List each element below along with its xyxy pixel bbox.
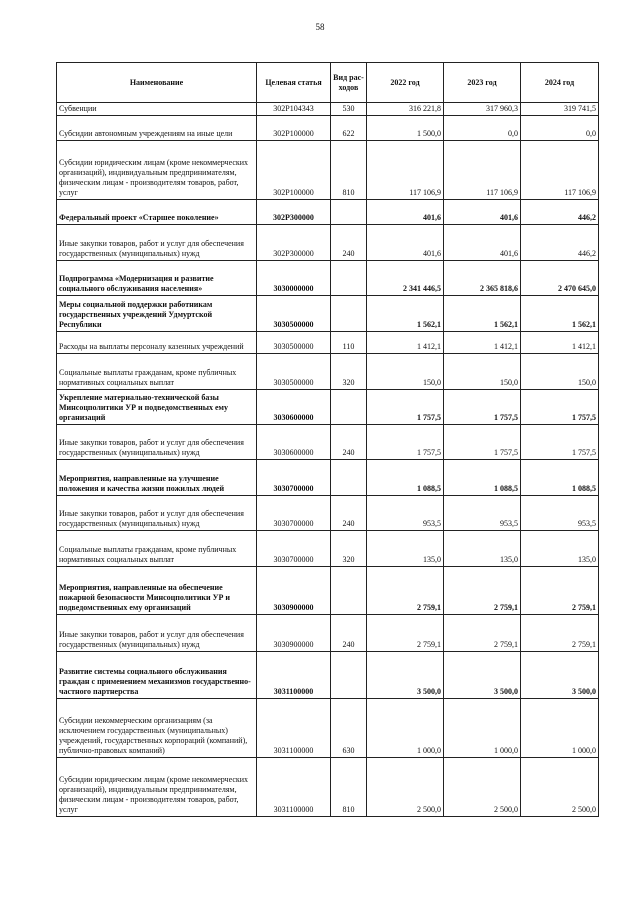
cell-y2023: 0,0 [444, 116, 521, 141]
cell-y2023: 401,6 [444, 225, 521, 261]
cell-y2024: 2 500,0 [521, 758, 599, 817]
cell-code: 3030500000 [257, 296, 331, 332]
cell-name: Субвенции [57, 103, 257, 116]
cell-type [331, 390, 367, 425]
cell-name: Укрепление материально-технической базы Минсоцполитики УР и подведомственных ему организаций [57, 390, 257, 425]
table-row [57, 296, 599, 332]
cell-name: Подпрограмма «Модернизация и развитие социального обслуживания населения» [57, 261, 257, 296]
cell-code: 3030500000 [257, 354, 331, 390]
cell-y2024: 2 759,1 [521, 615, 599, 652]
cell-y2022: 3 500,0 [367, 652, 444, 699]
cell-type: 530 [331, 103, 367, 116]
cell-y2024: 1 562,1 [521, 296, 599, 332]
table-row [57, 390, 599, 425]
cell-code: 3030600000 [257, 390, 331, 425]
cell-y2022: 150,0 [367, 354, 444, 390]
cell-type: 240 [331, 225, 367, 261]
cell-code: 3031100000 [257, 758, 331, 817]
cell-y2024: 117 106,9 [521, 141, 599, 200]
cell-type: 630 [331, 699, 367, 758]
cell-type: 110 [331, 332, 367, 354]
cell-code: 3030700000 [257, 531, 331, 567]
header-name: Наименование [57, 63, 257, 103]
table-row [57, 496, 599, 531]
cell-y2024: 446,2 [521, 225, 599, 261]
table-row [57, 103, 599, 116]
table-row [57, 261, 599, 296]
header-2024: 2024 год [521, 63, 599, 103]
cell-y2022: 117 106,9 [367, 141, 444, 200]
cell-name: Меры социальной поддержки работникам государственных учреждений Удмуртской Республики [57, 296, 257, 332]
header-2023: 2023 год [444, 63, 521, 103]
cell-y2023: 1 088,5 [444, 460, 521, 496]
cell-name: Субсидии юридическим лицам (кроме некоммерческих организаций), индивидуальным предпринимателям, физическим лицам - производителям товаров, работ, услуг [57, 758, 257, 817]
cell-name: Иные закупки товаров, работ и услуг для обеспечения государственных (муниципальных) нужд [57, 496, 257, 531]
cell-y2023: 1 757,5 [444, 390, 521, 425]
cell-y2022: 1 412,1 [367, 332, 444, 354]
cell-y2023: 2 759,1 [444, 615, 521, 652]
cell-type [331, 567, 367, 615]
cell-type: 320 [331, 354, 367, 390]
header-code: Целевая статья [257, 63, 331, 103]
cell-y2023: 117 106,9 [444, 141, 521, 200]
cell-y2023: 1 000,0 [444, 699, 521, 758]
cell-name: Иные закупки товаров, работ и услуг для обеспечения государственных (муниципальных) нужд [57, 425, 257, 460]
table-row [57, 699, 599, 758]
cell-y2022: 1 562,1 [367, 296, 444, 332]
table-row [57, 332, 599, 354]
cell-y2022: 2 759,1 [367, 567, 444, 615]
cell-type [331, 652, 367, 699]
cell-name: Иные закупки товаров, работ и услуг для обеспечения государственных (муниципальных) нужд [57, 615, 257, 652]
cell-type: 240 [331, 496, 367, 531]
cell-code: 3031100000 [257, 699, 331, 758]
cell-type [331, 296, 367, 332]
cell-y2023: 1 562,1 [444, 296, 521, 332]
header-type: Вид рас-ходов [331, 63, 367, 103]
table-row [57, 200, 599, 225]
cell-y2023: 150,0 [444, 354, 521, 390]
cell-code: 302P100000 [257, 141, 331, 200]
cell-y2022: 2 500,0 [367, 758, 444, 817]
cell-name: Мероприятия, направленные на улучшение положения и качества жизни пожилых людей [57, 460, 257, 496]
table-row [57, 116, 599, 141]
cell-y2024: 0,0 [521, 116, 599, 141]
cell-type: 240 [331, 615, 367, 652]
cell-y2024: 3 500,0 [521, 652, 599, 699]
cell-code: 3030700000 [257, 496, 331, 531]
cell-y2023: 317 960,3 [444, 103, 521, 116]
table-row [57, 531, 599, 567]
cell-y2024: 150,0 [521, 354, 599, 390]
cell-type [331, 200, 367, 225]
table-row [57, 652, 599, 699]
page-number: 58 [315, 22, 325, 32]
cell-name: Социальные выплаты гражданам, кроме публичных нормативных социальных выплат [57, 531, 257, 567]
table-body [57, 103, 599, 817]
cell-y2022: 1 757,5 [367, 425, 444, 460]
table-row [57, 225, 599, 261]
cell-y2022: 1 000,0 [367, 699, 444, 758]
cell-y2023: 1 757,5 [444, 425, 521, 460]
cell-name: Иные закупки товаров, работ и услуг для обеспечения государственных (муниципальных) нужд [57, 225, 257, 261]
cell-y2022: 2 759,1 [367, 615, 444, 652]
cell-y2023: 3 500,0 [444, 652, 521, 699]
cell-y2024: 953,5 [521, 496, 599, 531]
table-row [57, 425, 599, 460]
cell-name: Социальные выплаты гражданам, кроме публичных нормативных социальных выплат [57, 354, 257, 390]
header-2022: 2022 год [367, 63, 444, 103]
cell-code: 302P300000 [257, 225, 331, 261]
cell-type [331, 261, 367, 296]
cell-y2022: 1 088,5 [367, 460, 444, 496]
cell-name: Субсидии юридическим лицам (кроме некоммерческих организаций), индивидуальным предпринимателям, физическим лицам - производителям товаров, работ, услуг [57, 141, 257, 200]
table-header-row [57, 63, 599, 103]
cell-code: 302P100000 [257, 116, 331, 141]
cell-y2022: 316 221,8 [367, 103, 444, 116]
cell-y2023: 953,5 [444, 496, 521, 531]
cell-type: 240 [331, 425, 367, 460]
cell-code: 302P104343 [257, 103, 331, 116]
cell-y2024: 1 757,5 [521, 390, 599, 425]
cell-y2022: 953,5 [367, 496, 444, 531]
budget-table [56, 62, 599, 817]
cell-code: 3031100000 [257, 652, 331, 699]
cell-name: Федеральный проект «Старшее поколение» [57, 200, 257, 225]
cell-y2023: 2 500,0 [444, 758, 521, 817]
cell-y2024: 135,0 [521, 531, 599, 567]
table-row [57, 615, 599, 652]
cell-y2022: 1 757,5 [367, 390, 444, 425]
cell-name: Субсидии некоммерческим организациям (за исключением государственных (муниципальных) учреждений, государственных корпораций (компаний), публично-правовых компаний) [57, 699, 257, 758]
cell-code: 302P300000 [257, 200, 331, 225]
cell-y2022: 1 500,0 [367, 116, 444, 141]
cell-y2024: 2 470 645,0 [521, 261, 599, 296]
cell-type: 622 [331, 116, 367, 141]
cell-y2022: 2 341 446,5 [367, 261, 444, 296]
cell-y2022: 135,0 [367, 531, 444, 567]
table-row [57, 567, 599, 615]
cell-code: 3030600000 [257, 425, 331, 460]
table-row [57, 460, 599, 496]
table-row [57, 758, 599, 817]
cell-name: Мероприятия, направленные на обеспечение пожарной безопасности Минсоцполитики УР и подведомственных ему организаций [57, 567, 257, 615]
cell-code: 3030900000 [257, 615, 331, 652]
cell-y2023: 1 412,1 [444, 332, 521, 354]
cell-y2024: 1 757,5 [521, 425, 599, 460]
cell-code: 3030500000 [257, 332, 331, 354]
cell-type: 810 [331, 758, 367, 817]
table-row [57, 141, 599, 200]
cell-code: 3030900000 [257, 567, 331, 615]
cell-name: Развитие системы социального обслуживания граждан с применением механизмов государственно-частного партнерства [57, 652, 257, 699]
cell-y2023: 135,0 [444, 531, 521, 567]
cell-type [331, 460, 367, 496]
cell-y2024: 319 741,5 [521, 103, 599, 116]
cell-y2024: 1 412,1 [521, 332, 599, 354]
cell-y2022: 401,6 [367, 225, 444, 261]
cell-code: 3030000000 [257, 261, 331, 296]
cell-name: Субсидии автономным учреждениям на иные цели [57, 116, 257, 141]
cell-y2024: 2 759,1 [521, 567, 599, 615]
cell-type: 320 [331, 531, 367, 567]
table-row [57, 354, 599, 390]
cell-y2022: 401,6 [367, 200, 444, 225]
cell-y2023: 2 365 818,6 [444, 261, 521, 296]
cell-type: 810 [331, 141, 367, 200]
cell-y2023: 2 759,1 [444, 567, 521, 615]
cell-code: 3030700000 [257, 460, 331, 496]
cell-y2024: 1 000,0 [521, 699, 599, 758]
cell-y2024: 446,2 [521, 200, 599, 225]
cell-y2024: 1 088,5 [521, 460, 599, 496]
cell-name: Расходы на выплаты персоналу казенных учреждений [57, 332, 257, 354]
cell-y2023: 401,6 [444, 200, 521, 225]
